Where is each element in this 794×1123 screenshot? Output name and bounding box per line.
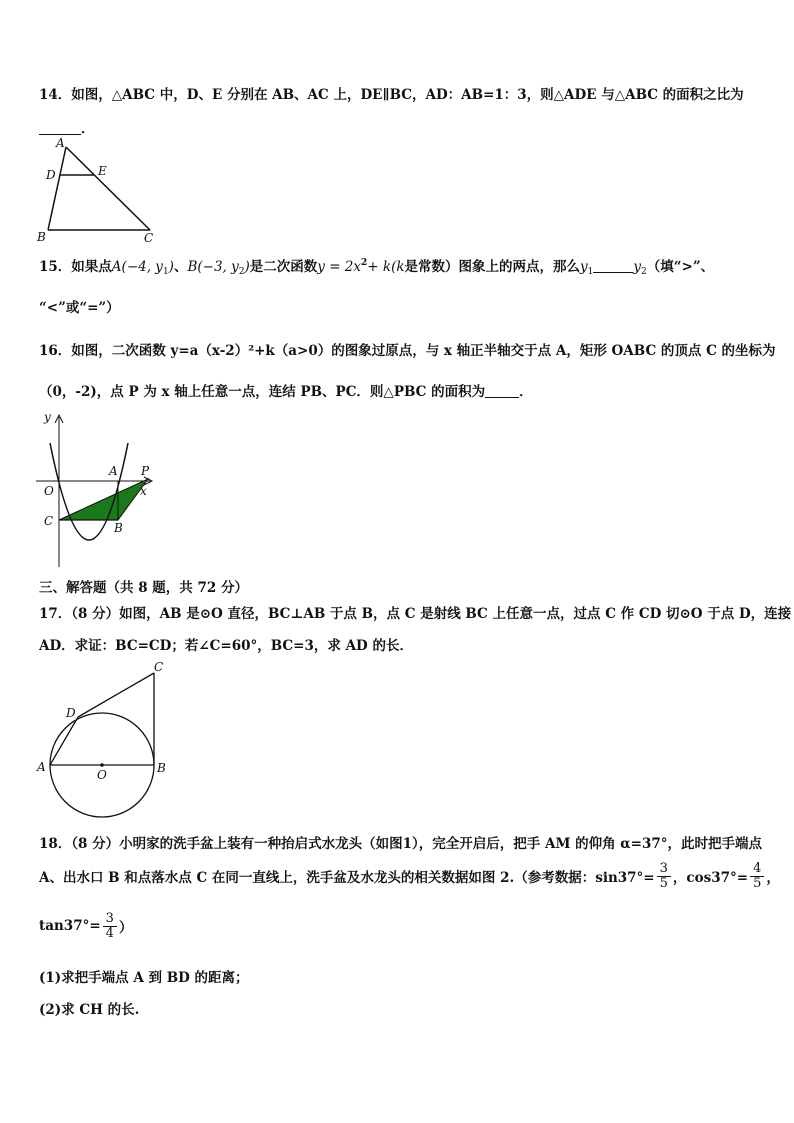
q15-y1-sub: 1 (162, 267, 169, 277)
q18-cos-num: 4 (750, 862, 764, 877)
q15-y2-sub2: 2 (641, 267, 647, 277)
q16-label-y: y (44, 410, 51, 424)
q18-sin-num: 3 (657, 862, 671, 877)
q15-line2 (39, 296, 120, 316)
q16-text2 (39, 380, 533, 400)
q15-sep: 、 (173, 259, 188, 275)
q18-statement2b: ，cos37°= (672, 870, 749, 886)
q18-sub1-text: (1)求把手端点 A 到 BD 的距离； (39, 970, 249, 986)
q18-tan-num: 3 (103, 912, 117, 927)
q15-part2: 是二次函数 (249, 259, 318, 275)
q18-tan-end: ） (118, 920, 133, 936)
q17-statement2: AD．求证：BC=CD；若∠C=60°，BC=3，求 AD 的长． (39, 638, 413, 654)
q14-label-A: A (56, 136, 65, 150)
q17-figure (32, 655, 182, 825)
q18-statement2c: ， (766, 870, 780, 886)
q15-close-b: ) (244, 259, 250, 275)
q16-label-A: A (109, 464, 118, 478)
q16-label-C: C (44, 514, 54, 528)
q18-sin-den: 5 (659, 875, 668, 891)
section-heading (39, 576, 248, 596)
q18-cos-fraction (750, 862, 764, 891)
q17-label-A: A (37, 760, 46, 774)
q16-label-O: O (44, 484, 54, 498)
q15-exp: 2 (361, 258, 368, 268)
q15-point-a: A (111, 259, 122, 275)
q16-label-x: x (140, 484, 147, 498)
q14-label-C: C (144, 231, 154, 245)
q18-sub2 (39, 998, 139, 1018)
q16-statement1: 16．如图，二次函数 y=a（x-2）²+k（a>0）的图象过原点，与 x 轴正半轴交于点 A，矩形 OABC 的顶点 C 的坐标为 (39, 343, 776, 359)
q16-text1 (39, 339, 776, 359)
q18-sub1 (39, 966, 249, 986)
q15-func2: + k(k (367, 259, 405, 275)
q15-tail: （填“>”、 (646, 259, 715, 275)
q17-label-D: D (66, 706, 76, 720)
q15-point-b-args: (−3, y (197, 259, 239, 275)
q16-statement2: （0，-2)，点 P 为 x 轴上任意一点，连结 PB、PC．则△PBC 的面积为 (39, 384, 486, 400)
q18-tan-den: 4 (105, 925, 114, 941)
q17-statement1: 17．（8 分）如图，AB 是⊙O 直径，BC⊥AB 于点 B，点 C 是射线 BC 上任意一点，过点 C 作 CD 切⊙O 于点 D，连接 (39, 606, 792, 622)
q15-line2-text: “<”或“=”） (39, 300, 120, 316)
q17-text1 (39, 602, 791, 622)
q14-figure (32, 135, 162, 245)
q15-blank (593, 259, 633, 273)
q17-label-O: O (97, 768, 107, 782)
q15-text (39, 255, 714, 277)
q15-y1: y (580, 259, 588, 275)
q15-y2: y (633, 259, 642, 275)
q14-blank (39, 121, 81, 135)
q18-cos-den: 5 (753, 875, 762, 891)
q18-tan-label: tan37°= (39, 918, 101, 934)
q18-sub2-text: (2)求 CH 的长. (39, 1002, 140, 1018)
q15-part3: 是常数）图象上的两点，那么 (404, 259, 581, 275)
q14-label-D: D (46, 168, 56, 182)
q18-tan-line (39, 908, 132, 944)
q17-label-B: B (157, 761, 166, 775)
q16-figure (36, 405, 166, 570)
q15-y2-sub: 2 (238, 267, 245, 277)
q18-text2 (39, 858, 780, 894)
q16-label-B: B (114, 521, 123, 535)
q15-func: y = 2x (317, 259, 362, 275)
q17-label-C: C (154, 660, 164, 674)
q18-statement2a: A、出水口 B 和点落水点 C 在同一直线上，洗手盆及水龙头的相关数据如图 2.（参考数据：sin37°= (39, 870, 655, 886)
q16-end: ． (519, 384, 533, 400)
q18-statement1: 18．（8 分）小明家的洗手盆上装有一种抬启式水龙头（如图1），完全开启后，把手 AM 的仰角 α=37°，此时把手端点 (39, 836, 763, 852)
q14-label-B: B (37, 230, 46, 244)
q14-answer-line (39, 117, 95, 137)
q18-sin-fraction (657, 862, 671, 891)
q15-part1: 15．如果点 (39, 259, 112, 275)
q14-text (39, 83, 744, 103)
q18-text1 (39, 832, 762, 852)
q18-tan-fraction (103, 912, 117, 941)
q17-text2 (39, 634, 413, 654)
q15-point-a-args: (−4, y (121, 259, 163, 275)
q16-label-P: P (141, 464, 150, 478)
q15-y1-sub2: 1 (587, 267, 594, 277)
q15-point-b: B (187, 259, 198, 275)
q16-blank (485, 384, 519, 398)
section-heading-text: 三、解答题（共 8 题，共 72 分） (39, 580, 248, 596)
q15-close-a: ) (168, 259, 174, 275)
q14-label-E: E (98, 164, 107, 178)
q14-end: ． (81, 121, 95, 137)
q14-statement: 14．如图，△ABC 中，D、E 分别在 AB、AC 上，DE∥BC，AD：AB=1：3，则△ADE 与△ABC 的面积之比为 (39, 87, 744, 103)
